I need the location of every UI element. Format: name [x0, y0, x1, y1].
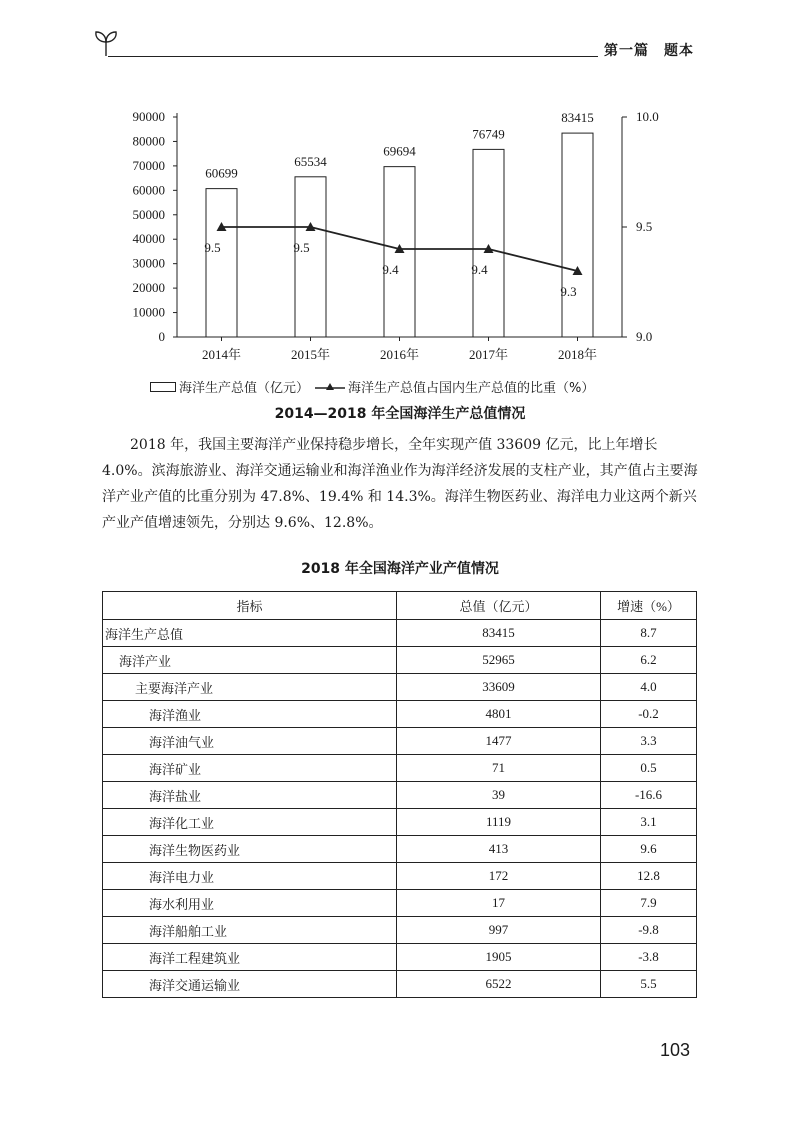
cell-growth: 6.2	[601, 647, 697, 674]
cell-indicator: 海水利用业	[103, 890, 397, 917]
cell-growth: 7.9	[601, 890, 697, 917]
body-paragraph	[102, 432, 698, 536]
x-tick-label: 2017年	[468, 347, 509, 362]
table-row	[103, 755, 697, 782]
cell-growth: 12.8	[601, 863, 697, 890]
table-row	[103, 971, 697, 998]
y-left-tick-label: 20000	[132, 280, 165, 296]
cell-total: 39	[397, 782, 601, 809]
header-indicator: 指标	[103, 592, 397, 620]
cell-growth: 9.6	[601, 836, 697, 863]
header-growth: 增速（%）	[601, 592, 697, 620]
bar	[295, 177, 326, 337]
cell-indicator: 海洋渔业	[103, 701, 397, 728]
bar-label: 60699	[205, 165, 238, 181]
cell-growth: 0.5	[601, 755, 697, 782]
bar	[473, 149, 504, 337]
y-right-tick-label: 9.0	[636, 329, 653, 344]
bar-label: 65534	[294, 153, 327, 169]
table-row	[103, 674, 697, 701]
table-row	[103, 944, 697, 971]
line-point-label: 9.5	[204, 240, 221, 255]
chart-title: 2014—2018 年全国海洋生产总值情况	[274, 406, 526, 422]
table-row	[103, 728, 697, 755]
page-number: 103	[660, 1040, 691, 1060]
y-left-tick-label: 60000	[132, 182, 165, 198]
cell-indicator: 海洋船舶工业	[103, 917, 397, 944]
cell-indicator: 海洋电力业	[103, 863, 397, 890]
chart-legend	[150, 377, 594, 396]
cell-indicator: 海洋油气业	[103, 728, 397, 755]
table-row	[103, 782, 697, 809]
cell-growth: -0.2	[601, 701, 697, 728]
page-header	[0, 0, 800, 80]
table-row	[103, 809, 697, 836]
line-point-label: 9.5	[293, 240, 310, 255]
cell-growth: 3.3	[601, 728, 697, 755]
cell-total: 1119	[397, 809, 601, 836]
table-row	[103, 836, 697, 863]
cell-growth: 3.1	[601, 809, 697, 836]
cell-growth: -16.6	[601, 782, 697, 809]
x-tick-label: 2016年	[379, 347, 420, 362]
cell-growth: 5.5	[601, 971, 697, 998]
cell-total: 997	[397, 917, 601, 944]
y-left-tick-label: 70000	[132, 157, 165, 173]
industry-output-table	[102, 591, 697, 998]
cell-indicator: 海洋矿业	[103, 755, 397, 782]
marine-gdp-chart	[0, 100, 800, 372]
legend-bar-swatch	[150, 382, 176, 392]
bar	[562, 133, 593, 337]
cell-total: 1905	[397, 944, 601, 971]
cell-total: 52965	[397, 647, 601, 674]
line-point-label: 9.4	[471, 262, 488, 277]
leaf-icon	[92, 28, 120, 58]
y-right-tick-label: 10.0	[636, 109, 659, 124]
cell-growth: -9.8	[601, 917, 697, 944]
y-left-tick-label: 90000	[132, 109, 165, 124]
legend-line-swatch	[315, 382, 345, 392]
table-title: 2018 年全国海洋产业产值情况	[301, 561, 499, 577]
cell-indicator: 海洋化工业	[103, 809, 397, 836]
table-row	[103, 863, 697, 890]
cell-total: 6522	[397, 971, 601, 998]
line-point-label: 9.4	[382, 262, 399, 277]
cell-total: 1477	[397, 728, 601, 755]
cell-total: 83415	[397, 620, 601, 647]
cell-indicator: 主要海洋产业	[103, 674, 397, 701]
cell-total: 413	[397, 836, 601, 863]
table-row	[103, 917, 697, 944]
table-row	[103, 647, 697, 674]
cell-growth: -3.8	[601, 944, 697, 971]
y-left-tick-label: 80000	[132, 133, 165, 149]
cell-total: 172	[397, 863, 601, 890]
cell-indicator: 海洋盐业	[103, 782, 397, 809]
cell-indicator: 海洋工程建筑业	[103, 944, 397, 971]
legend-bar-label: 海洋生产总值（亿元）	[179, 381, 310, 396]
cell-indicator: 海洋产业	[103, 647, 397, 674]
bar	[206, 189, 237, 337]
y-left-tick-label: 50000	[132, 206, 165, 222]
x-tick-label: 2018年	[557, 347, 598, 362]
x-tick-label: 2015年	[290, 347, 331, 362]
y-left-tick-label: 0	[158, 329, 165, 344]
y-left-tick-label: 10000	[132, 304, 165, 320]
table-header-row	[103, 592, 697, 620]
line-point-label: 9.3	[560, 284, 577, 299]
cell-total: 4801	[397, 701, 601, 728]
cell-total: 71	[397, 755, 601, 782]
cell-indicator: 海洋生物医药业	[103, 836, 397, 863]
table-row	[103, 701, 697, 728]
cell-indicator: 海洋生产总值	[103, 620, 397, 647]
x-tick-label: 2014年	[201, 347, 242, 362]
header-total: 总值（亿元）	[397, 592, 601, 620]
cell-total: 33609	[397, 674, 601, 701]
section-title: 第一篇 题本	[604, 43, 694, 59]
table-row	[103, 620, 697, 647]
cell-indicator: 海洋交通运输业	[103, 971, 397, 998]
table-row	[103, 890, 697, 917]
legend-line-label: 海洋生产总值占国内生产总值的比重（%）	[348, 381, 595, 396]
y-left-tick-label: 30000	[132, 255, 165, 271]
y-right-tick-label: 9.5	[636, 219, 653, 234]
cell-growth: 8.7	[601, 620, 697, 647]
y-left-tick-label: 40000	[132, 231, 165, 247]
paragraph-text: 2018 年，我国主要海洋产业保持稳步增长，全年实现产值 33609 亿元，比上年增长 4.0%。滨海旅游业、海洋交通运输业和海洋渔业作为海洋经济发展的支柱产业，其产值占主要海洋产业产值的比重分别为 47.8%、19.4% 和 14.3%。海洋生物医药业、海洋电力业这两个新兴产业产值增速领先，分别达 9.6%、12.8%。	[102, 437, 698, 531]
bar-label: 83415	[561, 110, 594, 126]
header-rule	[108, 56, 598, 57]
bar-label: 69694	[383, 143, 416, 159]
cell-total: 17	[397, 890, 601, 917]
bar-label: 76749	[472, 126, 505, 142]
cell-growth: 4.0	[601, 674, 697, 701]
